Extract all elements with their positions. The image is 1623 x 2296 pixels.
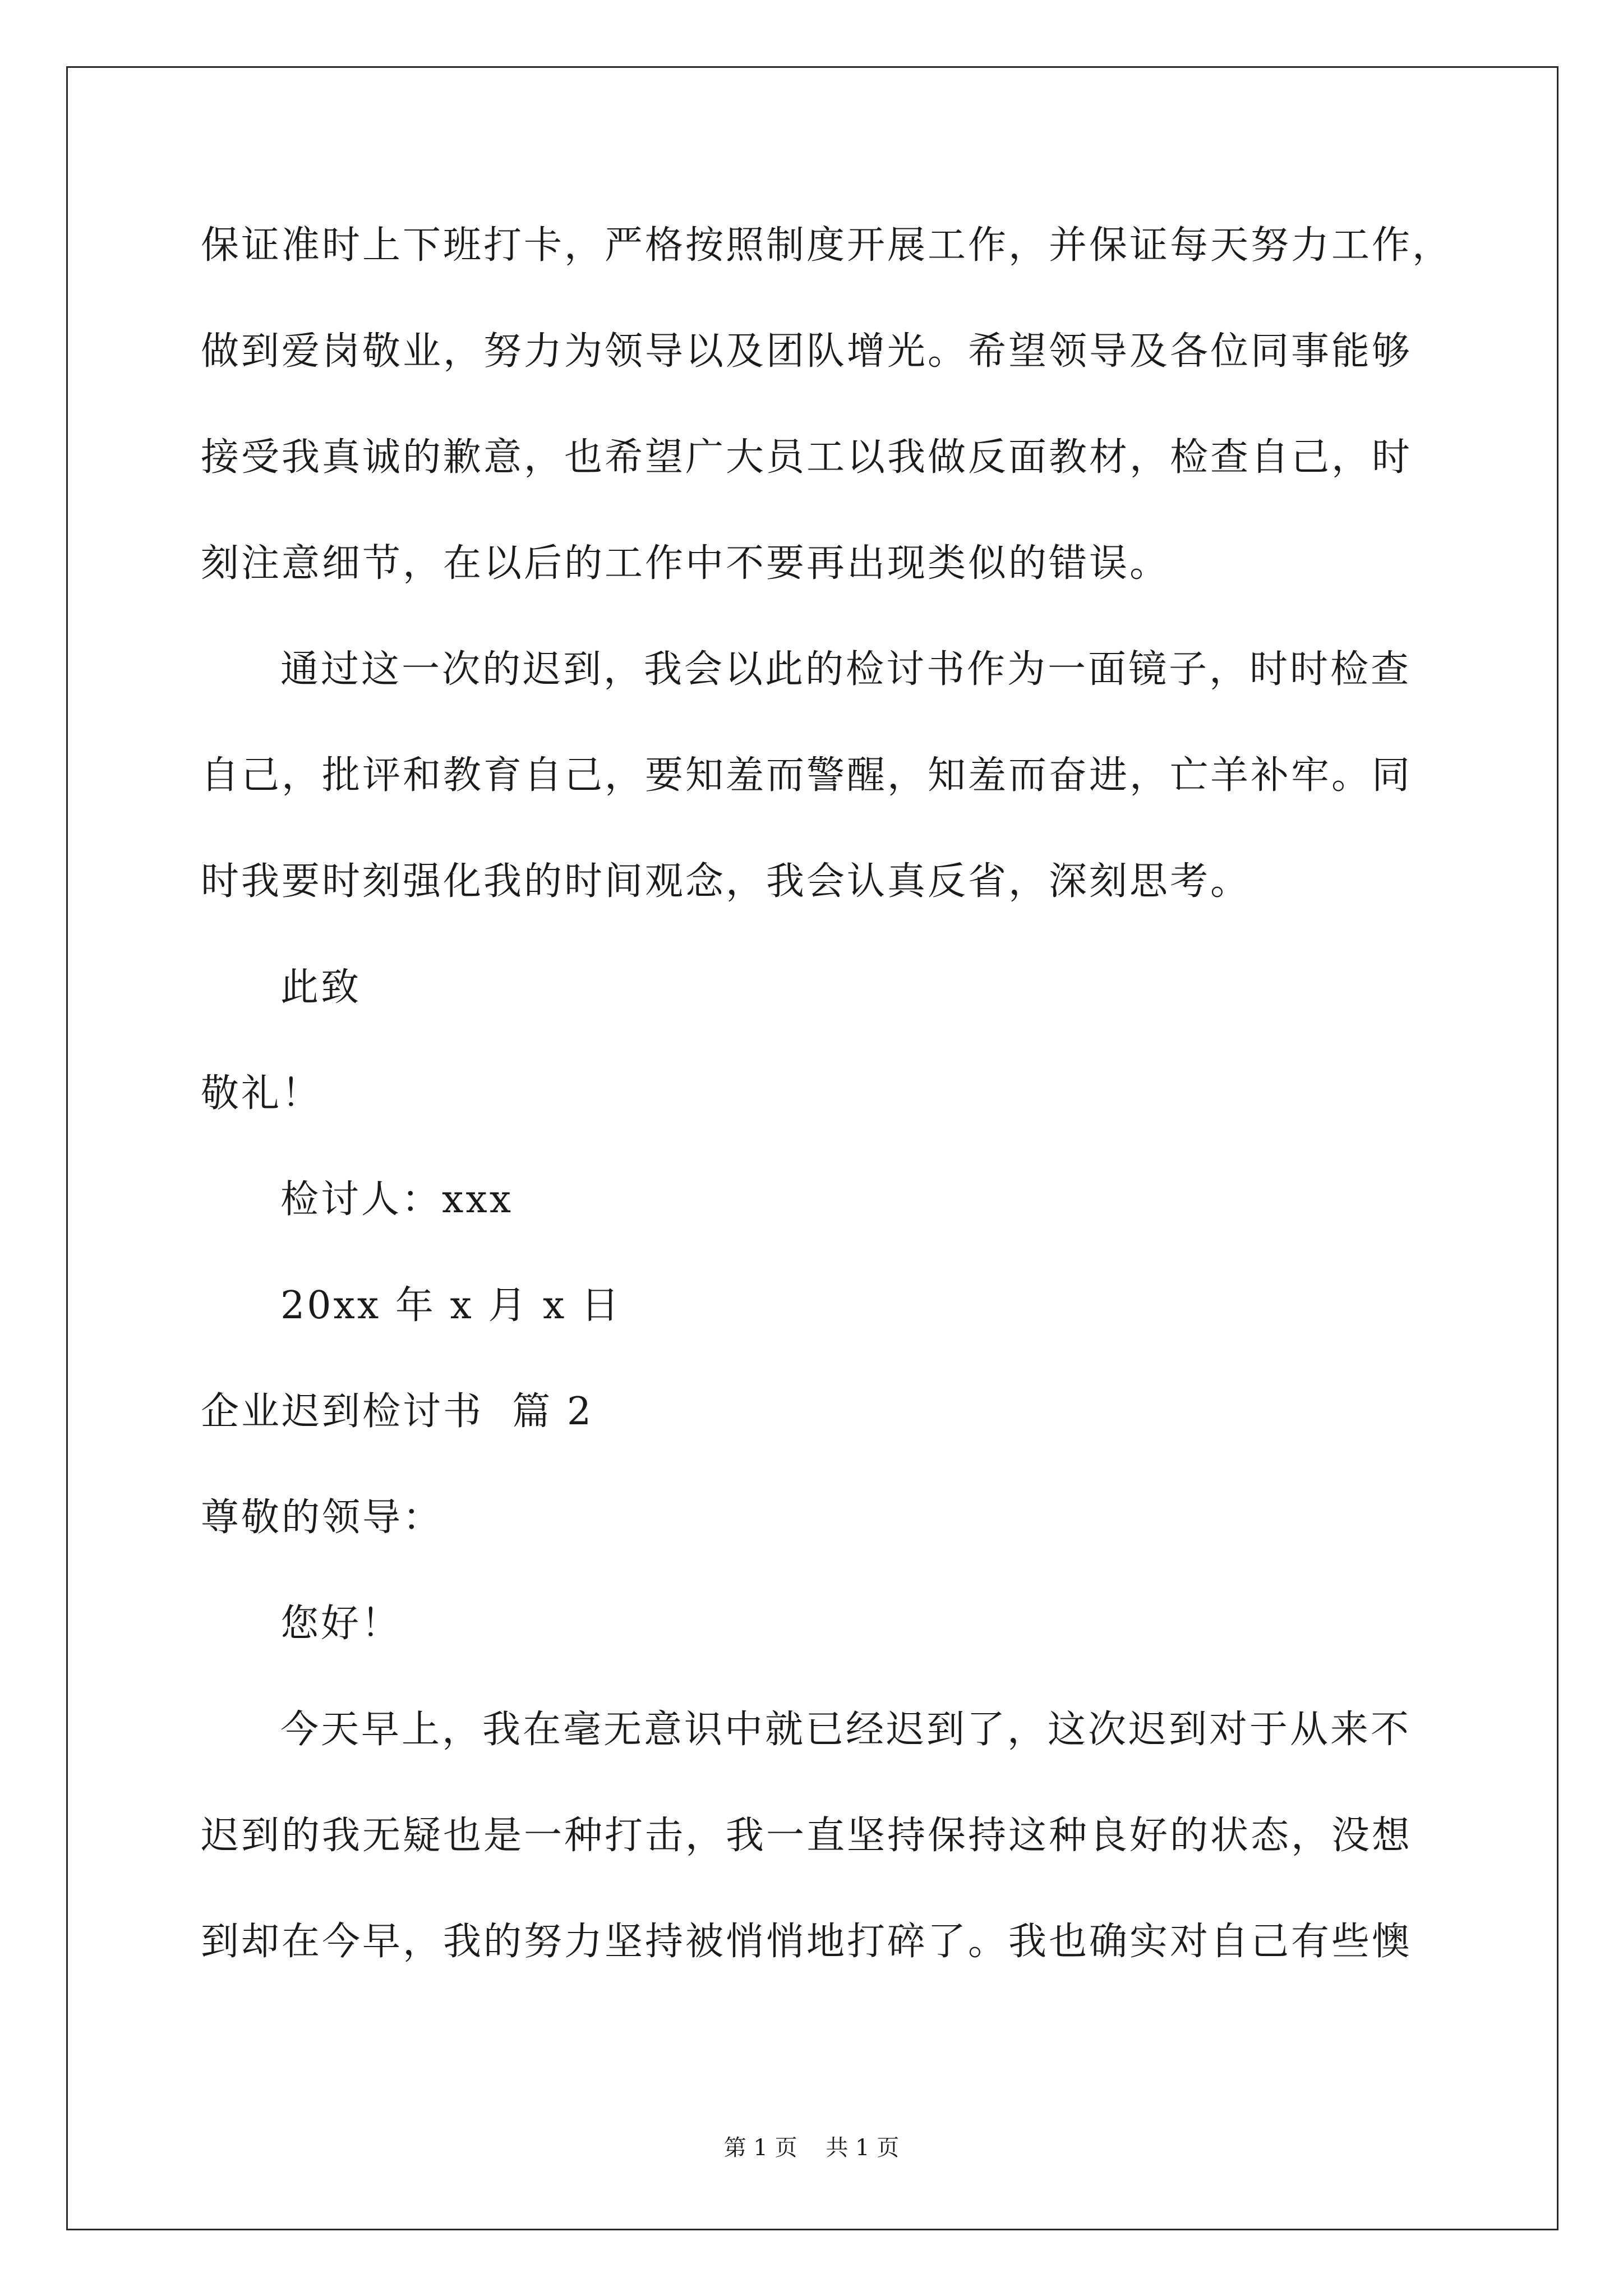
section-heading: 企业迟到检讨书 篇 2 xyxy=(201,1389,594,1434)
paragraph-line: 自己，批评和教育自己，要知羞而警醒，知羞而奋进，亡羊补牢。同 xyxy=(201,753,1413,798)
hello-text: 您好！ xyxy=(280,1602,402,1646)
page-footer: 第 1 页 共 1 页 xyxy=(723,2135,900,2161)
paragraph-line: 做到爱岗敬业，努力为领导以及团队增光。希望领导及各位同事能够 xyxy=(201,329,1413,374)
paragraph-line: 刻注意细节，在以后的工作中不要再出现类似的错误。 xyxy=(201,541,1170,586)
paragraph-line: 到却在今早，我的努力坚持被悄悄地打碎了。我也确实对自己有些懊 xyxy=(201,1920,1413,1964)
salute-text: 敬礼！ xyxy=(201,1071,322,1116)
paragraph-line: 今天早上，我在毫无意识中就已经迟到了，这次迟到对于从来不 xyxy=(280,1708,1412,1752)
greeting-text: 尊敬的领导： xyxy=(201,1496,444,1540)
closing-text: 此致 xyxy=(280,965,362,1010)
date-text: 20xx 年 x 月 x 日 xyxy=(280,1283,622,1328)
paragraph-line: 时我要时刻强化我的时间观念，我会认真反省，深刻思考。 xyxy=(201,859,1251,904)
paragraph-line: 通过这一次的迟到，我会以此的检讨书作为一面镜子，时时检查 xyxy=(280,647,1412,692)
paragraph-line: 保证准时上下班打卡，严格按照制度开展工作，并保证每天努力工作， xyxy=(201,223,1453,268)
signature-text: 检讨人：xxx xyxy=(280,1177,514,1222)
page-border xyxy=(66,66,1559,2230)
paragraph-line: 接受我真诚的歉意，也希望广大员工以我做反面教材，检查自己，时 xyxy=(201,435,1413,480)
paragraph-line: 迟到的我无疑也是一种打击，我一直坚持保持这种良好的状态，没想 xyxy=(201,1814,1413,1858)
